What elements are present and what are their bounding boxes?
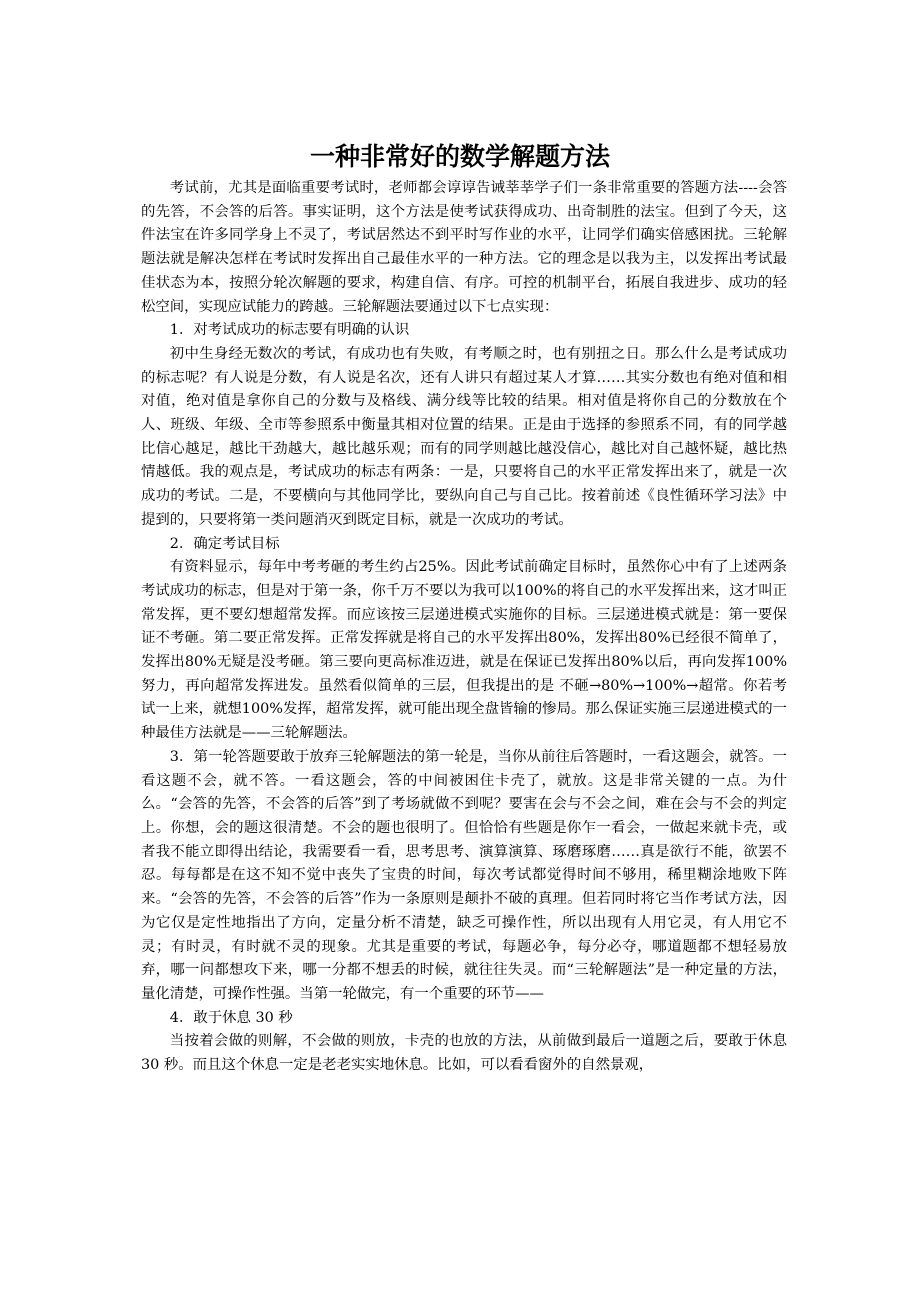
paragraph-section-4: 当按着会做的则解，不会做的则放，卡壳的也放的方法，从前做到最后一道题之后，要敢于休息 30 秒。而且这个休息一定是老老实实地休息。比如，可以看看窗外的自然景观， — [141, 1033, 787, 1074]
document-body — [141, 177, 787, 1078]
paragraph-section-3: 3．第一轮答题要敢于放弃三轮解题法的第一轮是，当你从前往后答题时，一看这题会，就答。一看这题不会，就不答。一看这题会，答的中间被困住卡壳了，就放。这是非常关键的一点。为什么。“会答的先答，不会答的后答”到了考场就做不到呢？要害在会与不会之间，难在会与不会的判定上。你想，会的题这很清楚。不会的题也很明了。但恰恰有些题是你乍一看会，一做起来就卡壳，或者我不能立即得出结论，我需要看一看，思考思考、演算演算、琢磨琢磨……真是欲行不能，欲罢不忍。每每都是在这不知不觉中丧失了宝贵的时间，每次考试都觉得时间不够用，稀里糊涂地败下阵来。“会答的先答，不会答的后答”作为一条原则是颠扑不破的真理。但若同时将它当作考试方法，因为它仅是定性地指出了方向，定量分析不清楚，缺乏可操作性，所以出现有人用它灵，有人用它不灵；有时灵，有时就不灵的现象。尤其是重要的考试，每题必争，每分必夺，哪道题都不想轻易放弃，哪一问都想攻下来，哪一分都不想丢的时候，就往往失灵。而“三轮解题法”是一种定量的方法，量化清楚，可操作性强。当第一轮做完，有一个重要的环节—— — [141, 748, 787, 1002]
section-heading-4: 4．敢于休息 30 秒 — [169, 1009, 293, 1026]
document-title: 一种非常好的数学解题方法 — [309, 142, 610, 171]
paragraph-section-2: 有资料显示，每年中考考砸的考生约占25%。因此考试前确定目标时，虽然你心中有了上述两条考试成功的标志，但是对于第一条，你千万不要以为我可以100%的将自己的水平发挥出来，这才叫正常发挥，更不要幻想超常发挥。而应该按三层递进模式实施你的目标。三层递进模式就是：第一要保证不考砸。第二要正常发挥。正常发挥就是将自己的水平发挥出80%，发挥出80%已经很不简单了，发挥出80%无疑是没考砸。第三要向更高标准迈进，就是在保证已发挥出80%以后，再向发挥100%努力，再向超常发挥进发。虽然看似简单的三层，但我提出的是 不砸→80%→100%→超常。你若考试一上来，就想100%发挥，超常发挥，就可能出现全盘皆输的惨局。那么保证实施三层递进模式的一种最佳方法就是——三轮解题法。 — [141, 559, 787, 742]
section-heading-1: 1．对考试成功的标志要有明确的认识 — [169, 322, 410, 339]
section-heading-2: 2．确定考试目标 — [169, 535, 280, 552]
paragraph-section-1: 初中生身经无数次的考试，有成功也有失败，有考顺之时，也有别扭之日。那么什么是考试成功的标志呢？有人说是分数，有人说是名次，还有人讲只有超过某人才算……其实分数也有绝对值和相对值，绝对值是拿你自己的分数与及格线、满分线等比较的结果。相对值是将你自己的分数放在个人、班级、年级、全市等参照系中衡量其相对位置的结果。正是由于选择的参照系不同，有的同学越比信心越足，越比干劲越大，越比越乐观；而有的同学则越比越没信心，越比对自己越怀疑，越比热情越低。我的观点是，考试成功的标志有两条：一是，只要将自己的水平正常发挥出来了，就是一次成功的考试。二是，不要横向与其他同学比，要纵向自己与自己比。按着前述《良性循环学习法》中提到的，只要将第一类问题消灭到既定目标，就是一次成功的考试。 — [141, 345, 787, 528]
paragraph-intro: 考试前，尤其是面临重要考试时，老师都会谆谆告诫莘莘学子们一条非常重要的答题方法----会答的先答，不会答的后答。事实证明，这个方法是使考试获得成功、出奇制胜的法宝。但到了今天，这件法宝在许多同学身上不灵了，考试居然达不到平时写作业的水平，让同学们确实倍感困扰。三轮解题法就是解决怎样在考试时发挥出自己最佳水平的一种方法。它的理念是以我为主，以发挥出考试最佳状态为本，按照分轮次解题的要求，构建自信、有序。可控的机制平台，拓展自我进步、成功的轻松空间，实现应试能力的跨越。三轮解题法要通过以下七点实现： — [141, 180, 787, 315]
